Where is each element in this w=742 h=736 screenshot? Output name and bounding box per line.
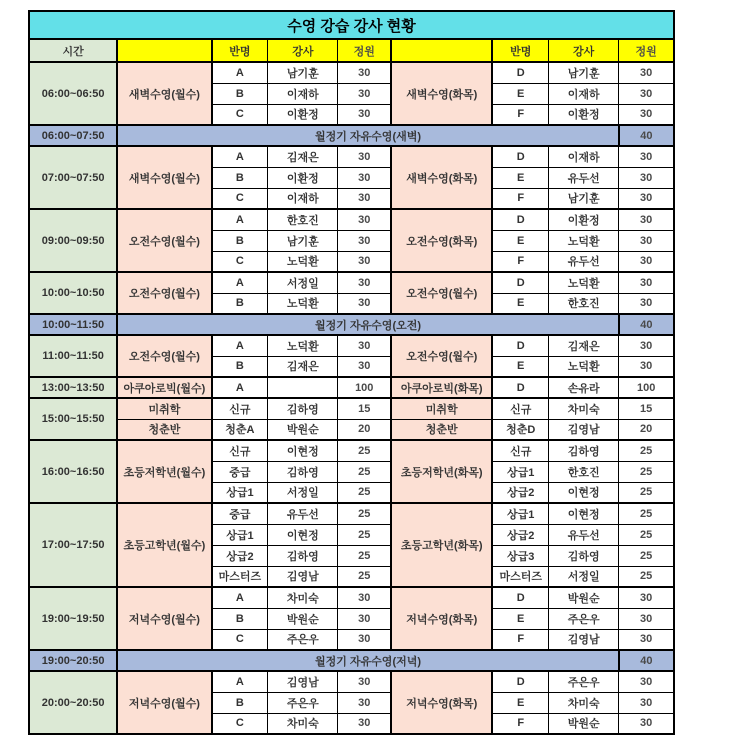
- instructor-cell: 이현정: [549, 482, 619, 503]
- capacity-cell: 30: [619, 62, 674, 83]
- capacity-cell: 30: [338, 167, 391, 188]
- class-cell: C: [212, 713, 268, 734]
- class-cell: 상급2: [212, 545, 268, 566]
- class-cell: F: [492, 188, 548, 209]
- instructor-cell: 노덕환: [549, 272, 619, 293]
- capacity-cell: 25: [338, 503, 391, 524]
- header-capacity-right: 정원: [619, 39, 674, 62]
- program-cell: 초등저학년(월수): [117, 440, 211, 503]
- class-cell: A: [212, 146, 268, 167]
- lesson-row: [29, 209, 674, 230]
- class-cell: C: [212, 104, 268, 125]
- capacity-cell: 25: [619, 566, 674, 587]
- capacity-cell: 25: [338, 440, 391, 461]
- instructor-cell: 박원순: [268, 419, 338, 440]
- instructor-cell: 주은우: [549, 671, 619, 692]
- class-cell: D: [492, 146, 548, 167]
- class-cell: A: [212, 671, 268, 692]
- time-cell: 19:00~20:50: [29, 650, 117, 671]
- time-cell: 17:00~17:50: [29, 503, 117, 587]
- capacity-cell: 30: [338, 209, 391, 230]
- capacity-cell: 30: [338, 629, 391, 650]
- program-cell: 초등고학년(화목): [391, 503, 492, 587]
- capacity-cell: 30: [619, 104, 674, 125]
- class-cell: 상급1: [492, 503, 548, 524]
- program-cell: 오전수영(월수): [391, 272, 492, 314]
- instructor-cell: 노덕환: [268, 335, 338, 356]
- capacity-cell: 30: [619, 83, 674, 104]
- class-cell: 상급1: [492, 461, 548, 482]
- capacity-cell: 30: [619, 671, 674, 692]
- instructor-cell: 김영남: [268, 671, 338, 692]
- instructor-cell: 주은우: [549, 608, 619, 629]
- instructor-cell: 김재은: [549, 335, 619, 356]
- class-cell: A: [212, 335, 268, 356]
- instructor-cell: 김하영: [268, 545, 338, 566]
- capacity-cell: 25: [619, 503, 674, 524]
- class-cell: A: [212, 587, 268, 608]
- program-cell: 오전수영(화목): [391, 209, 492, 272]
- class-cell: 청춘A: [212, 419, 268, 440]
- capacity-cell: 30: [619, 335, 674, 356]
- instructor-cell: 한호진: [549, 293, 619, 314]
- capacity-cell: 30: [619, 608, 674, 629]
- time-cell: 07:00~07:50: [29, 146, 117, 209]
- class-cell: E: [492, 608, 548, 629]
- capacity-cell: 30: [338, 104, 391, 125]
- lesson-row: [29, 587, 674, 608]
- capacity-cell: 100: [619, 377, 674, 398]
- time-cell: 06:00~06:50: [29, 62, 117, 125]
- instructor-cell: 차미숙: [268, 713, 338, 734]
- instructor-cell: 김하영: [268, 461, 338, 482]
- instructor-cell: 주은우: [268, 692, 338, 713]
- capacity-cell: 25: [338, 482, 391, 503]
- class-cell: F: [492, 251, 548, 272]
- class-cell: B: [212, 608, 268, 629]
- class-cell: E: [492, 293, 548, 314]
- program-cell: 초등저학년(화목): [391, 440, 492, 503]
- title-row: [29, 11, 674, 39]
- instructor-cell: 이환정: [268, 167, 338, 188]
- capacity-cell: 25: [338, 524, 391, 545]
- capacity-cell: 30: [338, 146, 391, 167]
- instructor-cell: 이현정: [268, 524, 338, 545]
- instructor-cell: 서정일: [549, 566, 619, 587]
- class-cell: E: [492, 230, 548, 251]
- instructor-cell: 박원순: [268, 608, 338, 629]
- capacity-cell: 25: [619, 440, 674, 461]
- instructor-cell: 남기훈: [549, 188, 619, 209]
- class-cell: 신규: [212, 440, 268, 461]
- class-cell: E: [492, 167, 548, 188]
- instructor-cell: 노덕환: [268, 293, 338, 314]
- capacity-cell: 30: [619, 293, 674, 314]
- instructor-cell: 김하영: [549, 440, 619, 461]
- capacity-cell: 30: [619, 629, 674, 650]
- program-cell: 오전수영(월수): [117, 335, 211, 377]
- header-capacity-left: 정원: [338, 39, 391, 62]
- free-swim-row: [29, 650, 674, 671]
- instructor-cell: 남기훈: [268, 230, 338, 251]
- schedule-body: [29, 62, 674, 734]
- capacity-cell: 30: [619, 251, 674, 272]
- capacity-cell: 30: [338, 251, 391, 272]
- free-capacity-cell: 40: [619, 125, 674, 146]
- program-cell: 오전수영(월수): [391, 335, 492, 377]
- class-cell: 상급2: [492, 524, 548, 545]
- capacity-cell: 30: [338, 230, 391, 251]
- class-cell: B: [212, 356, 268, 377]
- program-cell: 저녁수영(월수): [117, 671, 211, 734]
- program-cell: 저녁수영(화목): [391, 671, 492, 734]
- capacity-cell: 30: [619, 146, 674, 167]
- free-label-cell: 월정기 자유수영(저녁): [117, 650, 619, 671]
- class-cell: B: [212, 230, 268, 251]
- class-cell: D: [492, 335, 548, 356]
- program-cell: 청춘반: [391, 419, 492, 440]
- lesson-row: [29, 62, 674, 83]
- class-cell: F: [492, 629, 548, 650]
- instructor-cell: 박원순: [549, 713, 619, 734]
- capacity-cell: 30: [338, 293, 391, 314]
- capacity-cell: 20: [619, 419, 674, 440]
- header-time: 시간: [29, 39, 117, 62]
- header-class-name-left: 반명: [212, 39, 268, 62]
- program-cell: 새벽수영(화목): [391, 146, 492, 209]
- instructor-cell: 김재은: [268, 146, 338, 167]
- header-instructor-left: 강사: [268, 39, 338, 62]
- class-cell: D: [492, 377, 548, 398]
- instructor-cell: 남기훈: [549, 62, 619, 83]
- class-cell: 상급3: [492, 545, 548, 566]
- capacity-cell: 30: [338, 188, 391, 209]
- header-instructor-right: 강사: [549, 39, 619, 62]
- capacity-cell: 30: [619, 356, 674, 377]
- capacity-cell: 30: [338, 692, 391, 713]
- instructor-cell: 이현정: [268, 440, 338, 461]
- capacity-cell: 30: [338, 335, 391, 356]
- capacity-cell: 20: [338, 419, 391, 440]
- page-title: 수영 강습 강사 현황: [29, 11, 674, 39]
- class-cell: A: [212, 62, 268, 83]
- class-cell: F: [492, 104, 548, 125]
- capacity-cell: 30: [338, 272, 391, 293]
- instructor-cell: 서정일: [268, 482, 338, 503]
- time-cell: 20:00~20:50: [29, 671, 117, 734]
- free-label-cell: 월정기 자유수영(오전): [117, 314, 619, 335]
- capacity-cell: 30: [619, 230, 674, 251]
- lesson-row: [29, 398, 674, 419]
- class-cell: C: [212, 251, 268, 272]
- time-cell: 19:00~19:50: [29, 587, 117, 650]
- program-cell: 오전수영(월수): [117, 209, 211, 272]
- lesson-row: [29, 671, 674, 692]
- program-cell: 새벽수영(화목): [391, 62, 492, 125]
- class-cell: 중급: [212, 461, 268, 482]
- capacity-cell: 30: [619, 167, 674, 188]
- instructor-cell: 이재하: [268, 188, 338, 209]
- program-cell: 아쿠아로빅(월수): [117, 377, 211, 398]
- class-cell: B: [212, 167, 268, 188]
- instructor-cell: 이환정: [549, 104, 619, 125]
- free-swim-row: [29, 314, 674, 335]
- capacity-cell: 25: [619, 482, 674, 503]
- time-cell: 11:00~11:50: [29, 335, 117, 377]
- lesson-row: [29, 335, 674, 356]
- program-cell: 오전수영(월수): [117, 272, 211, 314]
- instructor-cell: 김하영: [549, 545, 619, 566]
- time-cell: 10:00~11:50: [29, 314, 117, 335]
- capacity-cell: 30: [619, 692, 674, 713]
- capacity-cell: 15: [619, 398, 674, 419]
- class-cell: D: [492, 272, 548, 293]
- header-blank-right: [391, 39, 492, 62]
- capacity-cell: 30: [338, 587, 391, 608]
- instructor-cell: 서정일: [268, 272, 338, 293]
- capacity-cell: 30: [619, 272, 674, 293]
- program-cell: 아쿠아로빅(화목): [391, 377, 492, 398]
- instructor-cell: 차미숙: [549, 398, 619, 419]
- instructor-cell: 유두선: [549, 167, 619, 188]
- class-cell: A: [212, 272, 268, 293]
- instructor-cell: 이재하: [549, 83, 619, 104]
- instructor-cell: 한호진: [549, 461, 619, 482]
- instructor-cell: 박원순: [549, 587, 619, 608]
- lesson-row: [29, 377, 674, 398]
- class-cell: E: [492, 692, 548, 713]
- class-cell: 마스터즈: [492, 566, 548, 587]
- time-cell: 06:00~07:50: [29, 125, 117, 146]
- instructor-cell: 손유라: [549, 377, 619, 398]
- class-cell: B: [212, 293, 268, 314]
- instructor-cell: 이재하: [549, 146, 619, 167]
- instructor-cell: 노덕환: [549, 230, 619, 251]
- program-cell: 저녁수영(월수): [117, 587, 211, 650]
- free-label-cell: 월정기 자유수영(새벽): [117, 125, 619, 146]
- instructor-cell: 주은우: [268, 629, 338, 650]
- free-capacity-cell: 40: [619, 650, 674, 671]
- capacity-cell: 15: [338, 398, 391, 419]
- capacity-cell: 30: [338, 62, 391, 83]
- capacity-cell: 25: [619, 545, 674, 566]
- schedule-table: [28, 10, 675, 735]
- instructor-cell: 김하영: [268, 398, 338, 419]
- capacity-cell: 25: [619, 524, 674, 545]
- program-cell: 새벽수영(월수): [117, 146, 211, 209]
- class-cell: A: [212, 209, 268, 230]
- header-row: [29, 39, 674, 62]
- program-cell: 미취학: [391, 398, 492, 419]
- lesson-row: [29, 146, 674, 167]
- capacity-cell: 25: [338, 461, 391, 482]
- lesson-row: [29, 503, 674, 524]
- lesson-row: [29, 272, 674, 293]
- class-cell: 상급1: [212, 482, 268, 503]
- instructor-cell: 차미숙: [549, 692, 619, 713]
- class-cell: 중급: [212, 503, 268, 524]
- time-cell: 16:00~16:50: [29, 440, 117, 503]
- capacity-cell: 30: [619, 587, 674, 608]
- program-cell: 새벽수영(월수): [117, 62, 211, 125]
- instructor-cell: 이현정: [549, 503, 619, 524]
- class-cell: E: [492, 356, 548, 377]
- time-cell: 10:00~10:50: [29, 272, 117, 314]
- class-cell: 신규: [492, 398, 548, 419]
- class-cell: B: [212, 692, 268, 713]
- capacity-cell: 30: [338, 608, 391, 629]
- class-cell: A: [212, 377, 268, 398]
- lesson-row: [29, 419, 674, 440]
- instructor-cell: 김영남: [268, 566, 338, 587]
- free-swim-row: [29, 125, 674, 146]
- class-cell: 신규: [212, 398, 268, 419]
- instructor-cell: 노덕환: [549, 356, 619, 377]
- capacity-cell: 30: [619, 209, 674, 230]
- class-cell: 청춘D: [492, 419, 548, 440]
- time-cell: 13:00~13:50: [29, 377, 117, 398]
- instructor-cell: 한호진: [268, 209, 338, 230]
- class-cell: D: [492, 671, 548, 692]
- instructor-cell: 이환정: [549, 209, 619, 230]
- capacity-cell: 25: [338, 566, 391, 587]
- instructor-cell: 김재은: [268, 356, 338, 377]
- lesson-row: [29, 440, 674, 461]
- capacity-cell: 100: [338, 377, 391, 398]
- header-blank-left: [117, 39, 211, 62]
- instructor-cell: 이환정: [268, 104, 338, 125]
- class-cell: D: [492, 62, 548, 83]
- free-capacity-cell: 40: [619, 314, 674, 335]
- class-cell: C: [212, 188, 268, 209]
- class-cell: 신규: [492, 440, 548, 461]
- instructor-cell: 김영남: [549, 629, 619, 650]
- instructor-cell: 유두선: [549, 251, 619, 272]
- instructor-cell: 유두선: [268, 503, 338, 524]
- time-cell: 09:00~09:50: [29, 209, 117, 272]
- program-cell: 청춘반: [117, 419, 211, 440]
- instructor-cell: 이재하: [268, 83, 338, 104]
- class-cell: C: [212, 629, 268, 650]
- capacity-cell: 30: [338, 83, 391, 104]
- class-cell: F: [492, 713, 548, 734]
- capacity-cell: 25: [338, 545, 391, 566]
- capacity-cell: 30: [619, 188, 674, 209]
- time-cell: 15:00~15:50: [29, 398, 117, 440]
- class-cell: E: [492, 83, 548, 104]
- program-cell: 초등고학년(월수): [117, 503, 211, 587]
- instructor-cell: 김영남: [549, 419, 619, 440]
- class-cell: 상급1: [212, 524, 268, 545]
- header-class-name-right: 반명: [492, 39, 548, 62]
- instructor-cell: 차미숙: [268, 587, 338, 608]
- capacity-cell: 30: [338, 713, 391, 734]
- capacity-cell: 30: [338, 671, 391, 692]
- capacity-cell: 25: [619, 461, 674, 482]
- class-cell: D: [492, 587, 548, 608]
- instructor-cell: 남기훈: [268, 62, 338, 83]
- class-cell: 마스터즈: [212, 566, 268, 587]
- class-cell: D: [492, 209, 548, 230]
- instructor-cell: 노덕환: [268, 251, 338, 272]
- capacity-cell: 30: [619, 713, 674, 734]
- capacity-cell: 30: [338, 356, 391, 377]
- program-cell: 미취학: [117, 398, 211, 419]
- program-cell: 저녁수영(화목): [391, 587, 492, 650]
- class-cell: B: [212, 83, 268, 104]
- instructor-cell: 유두선: [549, 524, 619, 545]
- instructor-cell: [268, 377, 338, 398]
- class-cell: 상급2: [492, 482, 548, 503]
